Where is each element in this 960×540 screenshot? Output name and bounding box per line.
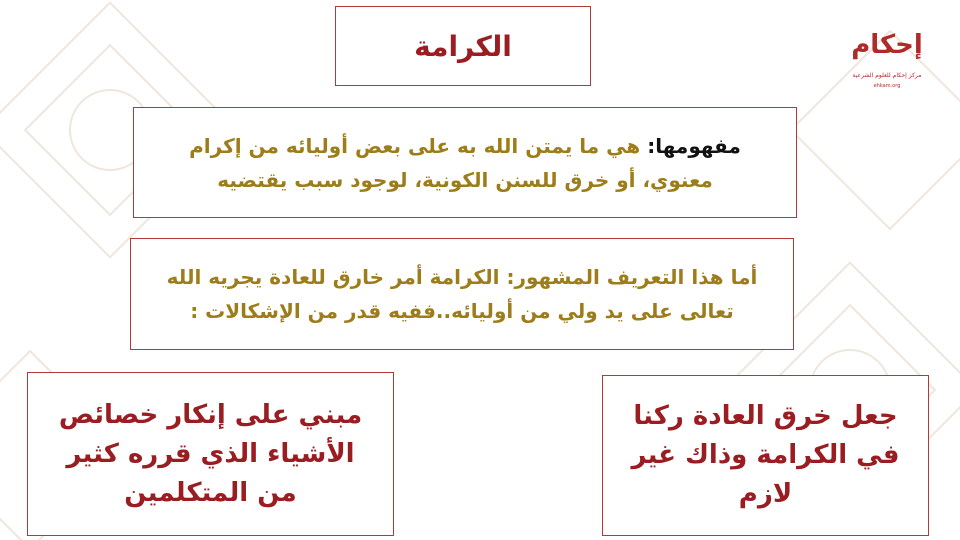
issue-left-text: مبني على إنكار خصائص الأشياء الذي قرره كثير من المتكلمين [58, 399, 363, 508]
definition-text: أما هذا التعريف المشهور: الكرامة أمر خارق للعادة يجريه الله تعالى على يد ولي من أوليائه..ففيه قدر من الإشكالات : [166, 265, 758, 323]
concept-box [133, 107, 797, 218]
concept-text: هي ما يمتن الله به على بعض أوليائه من إكرام معنوي، أو خرق للسنن الكونية، لوجود سبب يقتضيه [189, 133, 713, 192]
issue-box-right [602, 375, 929, 536]
slide-title: الكرامة [414, 29, 512, 63]
ehkam-logo [846, 22, 928, 94]
logo-tagline: ehkam.org [873, 83, 901, 89]
issue-right-text: جعل خرق العادة ركنا في الكرامة وذاك غير لازم [631, 401, 900, 509]
title-box [335, 6, 591, 86]
concept-label: مفهومها: [647, 133, 741, 158]
logo-subtitle: مركز إحكام للعلوم الشرعية [852, 72, 922, 79]
concept-paragraph [165, 129, 765, 197]
logo-name: إحكام [851, 30, 923, 60]
issue-box-left [27, 372, 394, 536]
definition-box [130, 238, 794, 350]
